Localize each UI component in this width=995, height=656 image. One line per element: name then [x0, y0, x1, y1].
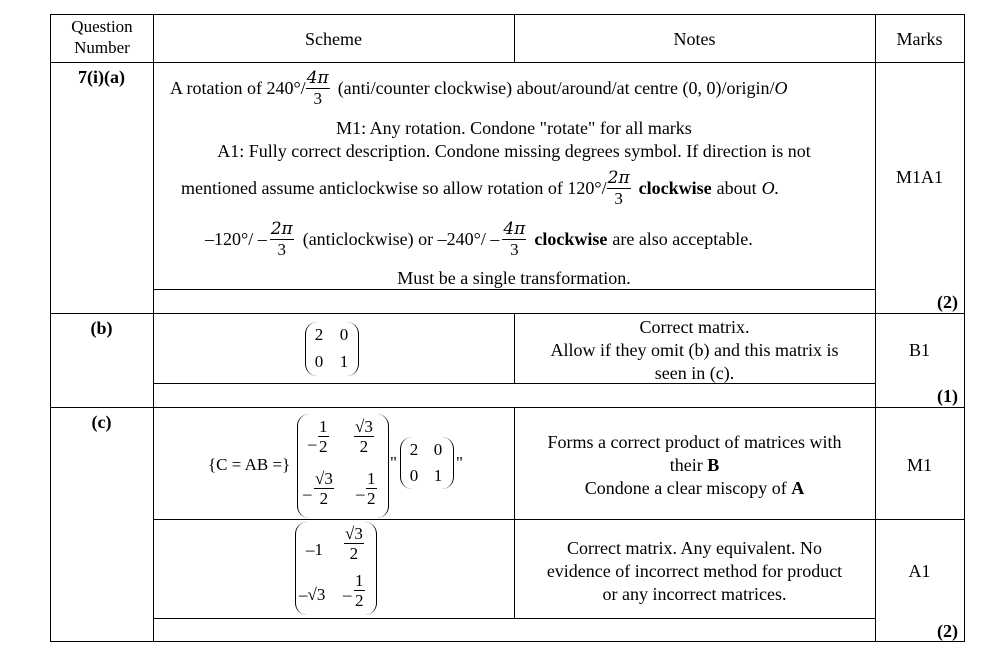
fraction-numerator: √3 — [355, 417, 373, 436]
origin-symbol: O — [774, 78, 788, 98]
minus-sign: – — [343, 585, 352, 604]
note-c-line1: Forms a correct product of matrices with — [547, 432, 842, 452]
note-c-their: their — [669, 455, 703, 475]
grid-line — [50, 641, 964, 642]
note-single-transformation: Must be a single transformation. — [397, 268, 631, 288]
fraction-numerator: 4π — [503, 218, 526, 239]
fraction-2pi-over-3 — [607, 167, 631, 208]
note-a1: A1: Fully correct description. Condone missing degrees symbol. If direction is not — [217, 141, 811, 161]
fraction-2pi-over-3 — [270, 218, 294, 259]
fraction-denominator: 2 — [359, 437, 369, 456]
fraction-numerator: √3 — [315, 469, 333, 488]
fraction-4pi-over-3 — [502, 218, 526, 259]
question-label: (c) — [91, 412, 112, 432]
note-clockwise-line — [181, 162, 871, 214]
note-bold-clockwise: clockwise — [534, 229, 608, 249]
grid-line — [50, 313, 964, 314]
fraction-numerator: 2π — [270, 218, 293, 239]
grid-line — [964, 14, 965, 642]
rotation-suffix: (anti/counter clockwise) about/around/at centre (0, 0)/origin/ — [337, 78, 775, 98]
matrix-entry: 0 — [339, 325, 349, 344]
fraction-denominator: 2 — [355, 591, 364, 610]
fraction-denominator: 2 — [349, 544, 359, 563]
fraction-half — [318, 418, 329, 455]
fraction-numerator: 1 — [319, 417, 328, 436]
mark-m1: M1 — [906, 455, 932, 475]
quote-mark: " — [456, 453, 463, 472]
grid-line — [875, 14, 876, 642]
total-marks: (2) — [937, 292, 958, 312]
matrix-entry: 2 — [314, 325, 324, 344]
fraction-denominator: 3 — [277, 239, 286, 259]
note-b-line2: Allow if they omit (b) and this matrix is — [550, 340, 839, 360]
scheme-rotation-line — [170, 64, 870, 112]
fraction-denominator: 2 — [319, 437, 328, 456]
note-c-a1-line3: or any incorrect matrices. — [602, 584, 787, 604]
note-c-miscopy: Condone a clear miscopy of — [584, 478, 787, 498]
grid-line — [50, 407, 964, 408]
minus-sign: – — [308, 434, 317, 453]
grid-line — [153, 14, 154, 642]
note-c-a1-line1: Correct matrix. Any equivalent. No — [567, 538, 822, 558]
fraction-denominator: 3 — [510, 239, 519, 259]
fraction-numerator: √3 — [345, 524, 363, 543]
matrix-entry: –√3 — [299, 585, 326, 604]
mark-a1: A1 — [908, 561, 931, 581]
note-line5-a: –120°/ – — [205, 229, 267, 249]
note-line4-suffix: about — [716, 178, 757, 198]
fraction-denominator: 3 — [313, 88, 322, 108]
note-negative-angles-line — [205, 214, 865, 264]
total-marks: (2) — [937, 621, 958, 641]
grid-line — [153, 519, 964, 520]
product-prefix: {C = AB =} — [208, 455, 291, 474]
header-question-number: Question Number — [71, 17, 133, 57]
matrix-entry: 1 — [433, 466, 443, 485]
grid-line — [50, 62, 964, 63]
fraction-denominator: 2 — [367, 489, 376, 508]
mark-m1a1: M1A1 — [895, 167, 943, 187]
header-scheme: Scheme — [305, 29, 362, 49]
note-line5-c: are also acceptable. — [612, 229, 753, 249]
matrix-entry: 0 — [433, 440, 443, 459]
matrix-entry: –1 — [306, 540, 323, 559]
fraction-sqrt3-over-2 — [354, 418, 374, 455]
minus-sign: – — [356, 484, 365, 503]
fraction-denominator: 2 — [319, 489, 329, 508]
fraction-denominator: 3 — [614, 188, 623, 208]
matrix-entry: 0 — [409, 466, 419, 485]
matrix-entry: 0 — [314, 352, 324, 371]
note-line4-end: O. — [761, 178, 780, 198]
total-marks: (1) — [937, 386, 958, 406]
header-marks: Marks — [896, 29, 943, 49]
note-c-line3 — [514, 477, 875, 499]
fraction-half — [354, 572, 365, 609]
fraction-numerator: 1 — [355, 571, 364, 590]
note-bold-clockwise: clockwise — [638, 178, 712, 198]
note-b-line1: Correct matrix. — [639, 317, 750, 337]
fraction-4pi-over-3 — [306, 67, 330, 108]
rotation-prefix: A rotation of 240°/ — [170, 78, 306, 98]
fraction-sqrt3-over-2 — [344, 525, 364, 562]
minus-sign: – — [303, 484, 312, 503]
note-b-line3: seen in (c). — [654, 363, 735, 383]
note-line4-prefix: mentioned assume anticlockwise so allow rotation of 120°/ — [181, 178, 607, 198]
note-m1: M1: Any rotation. Condone "rotate" for all marks — [336, 118, 692, 138]
fraction-numerator: 2π — [607, 167, 630, 188]
fraction-numerator: 4π — [306, 67, 329, 88]
quote-mark: " — [390, 453, 397, 472]
note-c-matrix-a: A — [791, 478, 805, 498]
question-label: (b) — [90, 318, 113, 338]
matrix-entry: 1 — [339, 352, 349, 371]
note-c-a1-line2: evidence of incorrect method for product — [546, 561, 843, 581]
grid-line — [50, 14, 964, 15]
fraction-numerator: 1 — [367, 469, 376, 488]
grid-line — [153, 289, 875, 290]
note-line5-b: (anticlockwise) or –240°/ – — [302, 229, 500, 249]
note-c-line2 — [514, 454, 875, 476]
mark-b1: B1 — [908, 340, 930, 360]
fraction-half — [366, 470, 377, 507]
matrix-entry: 2 — [409, 440, 419, 459]
header-notes: Notes — [673, 29, 716, 49]
note-c-matrix-b: B — [707, 455, 720, 475]
question-label: 7(i)(a) — [78, 67, 125, 87]
fraction-sqrt3-over-2 — [314, 470, 334, 507]
